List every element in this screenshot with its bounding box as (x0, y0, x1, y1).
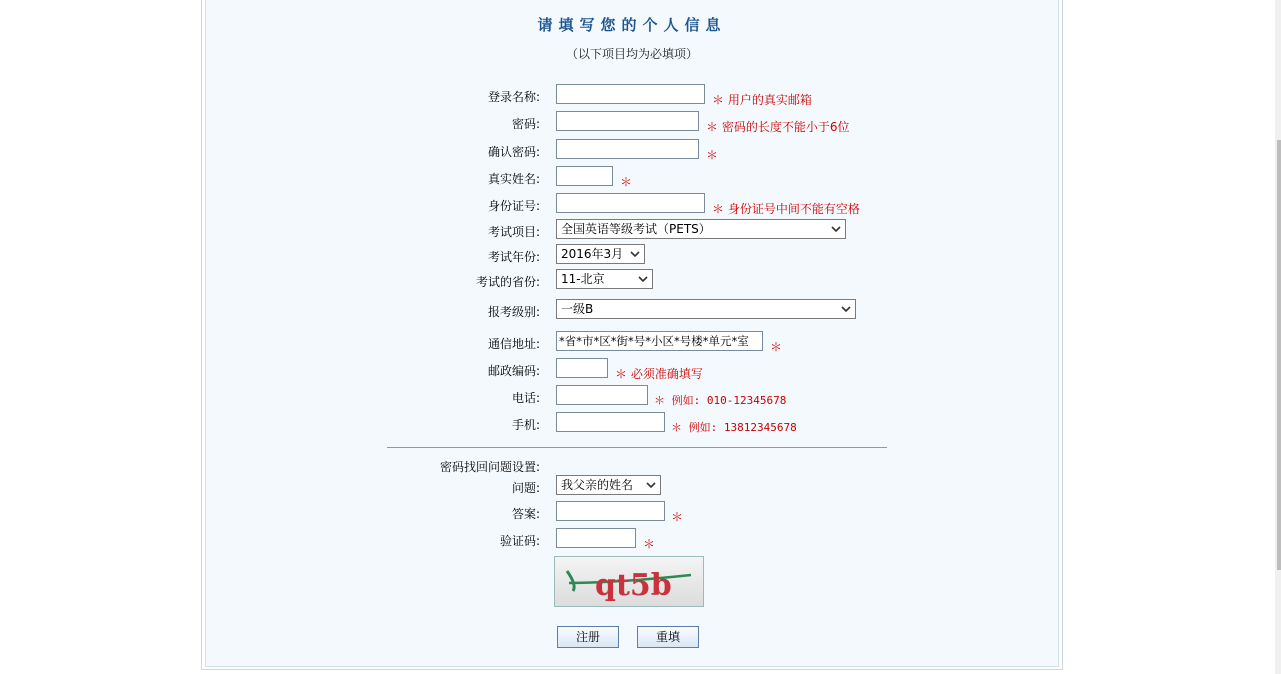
exam-year-select[interactable] (556, 244, 645, 264)
exam-item-selected: 全国英语等级考试（PETS） (561, 222, 711, 236)
confirm-password-label: 确认密码: (487, 145, 540, 159)
answer-label: 答案: (511, 507, 540, 521)
question-select[interactable] (556, 475, 661, 495)
question-label: 问题: (511, 481, 540, 495)
exam-province-select[interactable] (556, 269, 653, 289)
exam-item-label: 考试项目: (487, 225, 540, 239)
exam-year-selected: 2016年3月 (561, 247, 624, 261)
id-number-input[interactable] (556, 193, 705, 213)
phone-hint: ＊ 例如: 010-12345678 (654, 394, 787, 407)
chevron-down-icon (831, 224, 841, 234)
form-panel-inner (205, 0, 1059, 667)
mobile-hint: ＊ 例如: 13812345678 (671, 421, 797, 434)
form-panel (201, 0, 1063, 670)
captcha-text: qt5b (595, 568, 672, 603)
exam-province-selected: 11-北京 (561, 272, 605, 286)
exam-item-select[interactable] (556, 219, 846, 239)
chevron-down-icon (638, 274, 648, 284)
captcha-image[interactable] (554, 556, 704, 607)
chevron-down-icon (646, 480, 656, 490)
register-button[interactable]: 注册 (557, 626, 619, 648)
exam-year-label: 考试年份: (487, 250, 540, 264)
section-divider (387, 447, 887, 448)
password-input[interactable] (556, 111, 699, 131)
captcha-hint: ＊ (643, 537, 656, 551)
captcha-label: 验证码: (499, 534, 540, 548)
exam-level-selected: 一级B (561, 302, 594, 316)
password-label: 密码: (511, 117, 540, 131)
reset-button[interactable]: 重填 (637, 626, 699, 648)
mobile-label: 手机: (511, 418, 540, 432)
real-name-hint: ＊ (620, 175, 633, 189)
recovery-heading: 密码找回问题设置: (439, 460, 540, 474)
postcode-hint: ＊ 必须准确填写 (615, 367, 703, 381)
phone-input[interactable] (556, 385, 648, 405)
password-hint: ＊ 密码的长度不能小于6位 (706, 120, 850, 134)
page-subtitle: （以下项目均为必填项） (565, 47, 698, 61)
address-input[interactable] (556, 331, 763, 351)
chevron-down-icon (841, 304, 851, 314)
page-title: 请填写您的个人信息 (537, 16, 727, 34)
postcode-input[interactable] (556, 358, 608, 378)
captcha-graphic (555, 557, 703, 606)
scrollbar-thumb[interactable] (1277, 140, 1281, 570)
captcha-input[interactable] (556, 528, 636, 548)
address-hint: ＊ (770, 340, 783, 354)
real-name-input[interactable] (556, 166, 613, 186)
exam-level-label: 报考级别: (487, 305, 540, 319)
answer-hint: ＊ (671, 510, 684, 524)
id-number-hint: ＊ 身份证号中间不能有空格 (712, 202, 860, 216)
phone-label: 电话: (511, 391, 540, 405)
exam-level-select[interactable] (556, 299, 856, 319)
real-name-label: 真实姓名: (487, 172, 540, 186)
login-name-hint: ＊ 用户的真实邮箱 (712, 93, 812, 107)
confirm-password-input[interactable] (556, 139, 699, 159)
postcode-label: 邮政编码: (487, 364, 540, 378)
exam-province-label: 考试的省份: (475, 275, 540, 289)
address-label: 通信地址: (487, 337, 540, 351)
question-selected: 我父亲的姓名 (561, 478, 634, 492)
id-number-label: 身份证号: (487, 199, 540, 213)
mobile-input[interactable] (556, 412, 665, 432)
chevron-down-icon (630, 249, 640, 259)
login-name-label: 登录名称: (487, 90, 540, 104)
confirm-password-hint: ＊ (706, 148, 719, 162)
login-name-input[interactable] (556, 84, 705, 104)
page-scrollbar[interactable] (1275, 0, 1281, 674)
answer-input[interactable] (556, 501, 665, 521)
